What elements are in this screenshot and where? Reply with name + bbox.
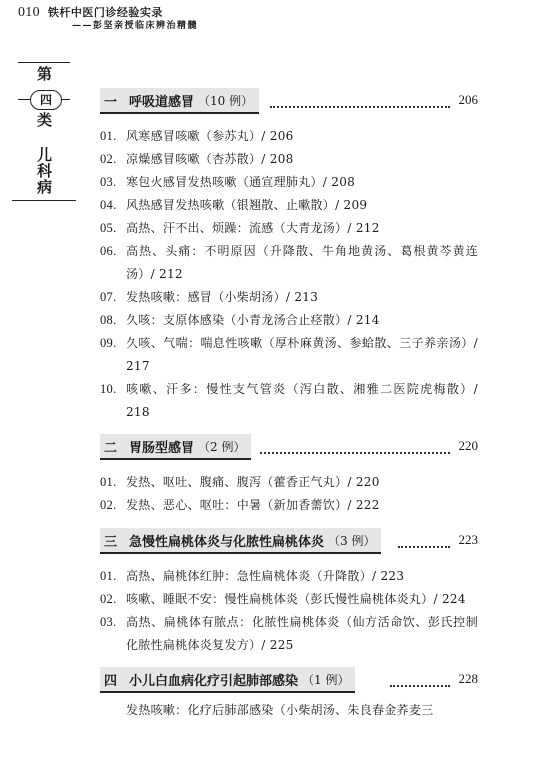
section-number: 四 (104, 673, 118, 689)
page-number: 010 (18, 5, 40, 20)
toc-entry[interactable] (100, 171, 478, 194)
section-page: 223 (458, 532, 478, 547)
entry-text: 久咳、气喘：喘息性咳嗽（厚朴麻黄汤、参蛤散、三子养亲汤）/ 217 (126, 336, 478, 373)
entry-number: 02. (100, 152, 117, 166)
chapter-prefix: 第 (37, 65, 53, 83)
entry-number: 10. (100, 382, 117, 396)
toc-entry[interactable] (100, 494, 478, 517)
section-count: （1 例） (302, 672, 350, 687)
entry-number: 01. (100, 569, 117, 583)
entry-text: 高热、汗不出、烦躁：流感（大青龙汤）/ 212 (126, 221, 380, 235)
chapter-rule-bottom (12, 200, 76, 201)
chapter-name-char-2: 科 (37, 162, 53, 180)
chapter-name-char-3: 病 (37, 178, 53, 196)
toc-entry[interactable] (100, 309, 478, 332)
section-page: 206 (458, 92, 478, 107)
section-count: （10 例） (198, 93, 254, 108)
book-title: 铁杆中医门诊经验实录 (47, 6, 163, 19)
dot-leader (398, 534, 450, 548)
section-number: 三 (104, 534, 118, 550)
entry-number: 02. (100, 498, 117, 512)
entry-number: 05. (100, 221, 117, 235)
dot-leader (260, 440, 450, 454)
entry-text: 高热、头痛：不明原因（升降散、牛角地黄汤、葛根黄芩黄连汤）/ 212 (126, 244, 478, 281)
section-count: （2 例） (198, 439, 246, 454)
section-header[interactable] (100, 528, 478, 554)
entry-number: 06. (100, 244, 117, 258)
entry-text: 发热、呕吐、腹痛、腹泻（藿香正气丸）/ 220 (126, 475, 380, 489)
book-subtitle: ——彭坚亲授临床辨治精髓 (72, 21, 199, 31)
section-title: 呼吸道感冒 (129, 94, 195, 110)
section-header[interactable] (100, 88, 478, 114)
section-header[interactable] (100, 667, 478, 693)
entry-number: 09. (100, 336, 117, 350)
section-title-bar (100, 528, 381, 554)
entry-number: 03. (100, 175, 117, 189)
toc-entry[interactable] (100, 471, 478, 494)
table-of-contents (100, 88, 478, 722)
section-title: 胃肠型感冒 (129, 440, 195, 456)
entry-number: 01. (100, 129, 117, 143)
section-title-bar (100, 667, 355, 693)
entry-number: 07. (100, 290, 117, 304)
section-header[interactable] (100, 434, 478, 460)
entry-text: 高热、扁桃体红肿：急性扁桃体炎（升降散）/ 223 (126, 569, 405, 583)
chapter-tab (12, 62, 84, 202)
entry-text: 发热咳嗽：感冒（小柴胡汤）/ 213 (126, 290, 319, 304)
toc-entry[interactable] (100, 217, 478, 240)
entry-text: 久咳：支原体感染（小青龙汤合止痉散）/ 214 (126, 313, 380, 327)
toc-entry[interactable] (100, 378, 478, 424)
entry-text: 高热、扁桃体有脓点：化脓性扁桃体炎（仙方活命饮、彭氏控制化脓性扁桃体炎复发方）/ 225 (126, 615, 478, 652)
section-page: 220 (458, 438, 478, 453)
toc-entry[interactable] (100, 332, 478, 378)
toc-entry[interactable] (100, 588, 478, 611)
entry-number: 02. (100, 592, 117, 606)
section-number: 二 (104, 440, 118, 456)
dot-leader (270, 94, 450, 108)
section-count: （3 例） (328, 533, 376, 548)
chapter-suffix: 类 (37, 111, 53, 129)
entry-text: 寒包火感冒发热咳嗽（通宣理肺丸）/ 208 (126, 175, 356, 189)
entry-text: 凉燥感冒咳嗽（杏苏散）/ 208 (126, 152, 294, 166)
section-number: 一 (104, 94, 118, 110)
toc-entry[interactable] (100, 240, 478, 286)
entry-number: 03. (100, 615, 117, 629)
running-head-line (18, 4, 198, 20)
section-page: 228 (458, 671, 478, 686)
toc-entry[interactable] (100, 194, 478, 217)
toc-entry[interactable] (100, 125, 478, 148)
entry-text: 咳嗽、睡眠不安：慢性扁桃体炎（彭氏慢性扁桃体炎丸）/ 224 (126, 592, 466, 606)
entry-number: 04. (100, 198, 117, 212)
toc-entry[interactable] (100, 148, 478, 171)
toc-entry[interactable]: 发热咳嗽：化疗后肺部感染（小柴胡汤、朱良春金荞麦三 (126, 703, 434, 717)
entry-number: 08. (100, 313, 117, 327)
chapter-number-badge: 四 (30, 90, 62, 110)
entry-number: 01. (100, 475, 117, 489)
section-title-bar (100, 434, 251, 460)
running-head (18, 4, 198, 33)
toc-entry[interactable] (100, 565, 478, 588)
section-title: 小儿白血病化疗引起肺部感染 (129, 673, 299, 689)
entry-text: 风寒感冒咳嗽（参苏丸）/ 206 (126, 129, 294, 143)
toc-entry[interactable] (100, 611, 478, 657)
toc-entry[interactable] (100, 286, 478, 309)
entry-text: 风热感冒发热咳嗽（银翘散、止嗽散）/ 209 (126, 198, 368, 212)
entry-text: 咳嗽、汗多：慢性支气管炎（泻白散、湘雅二医院虎梅散）/ 218 (126, 382, 478, 419)
entry-text: 发热、恶心、呕吐：中暑（新加香薷饮）/ 222 (126, 498, 380, 512)
section-title: 急慢性扁桃体炎与化脓性扁桃体炎 (129, 534, 325, 550)
section-title-bar (100, 88, 259, 114)
dot-leader (390, 673, 450, 687)
chapter-rule-top (18, 62, 70, 63)
chapter-name-char-1: 儿 (37, 146, 53, 164)
